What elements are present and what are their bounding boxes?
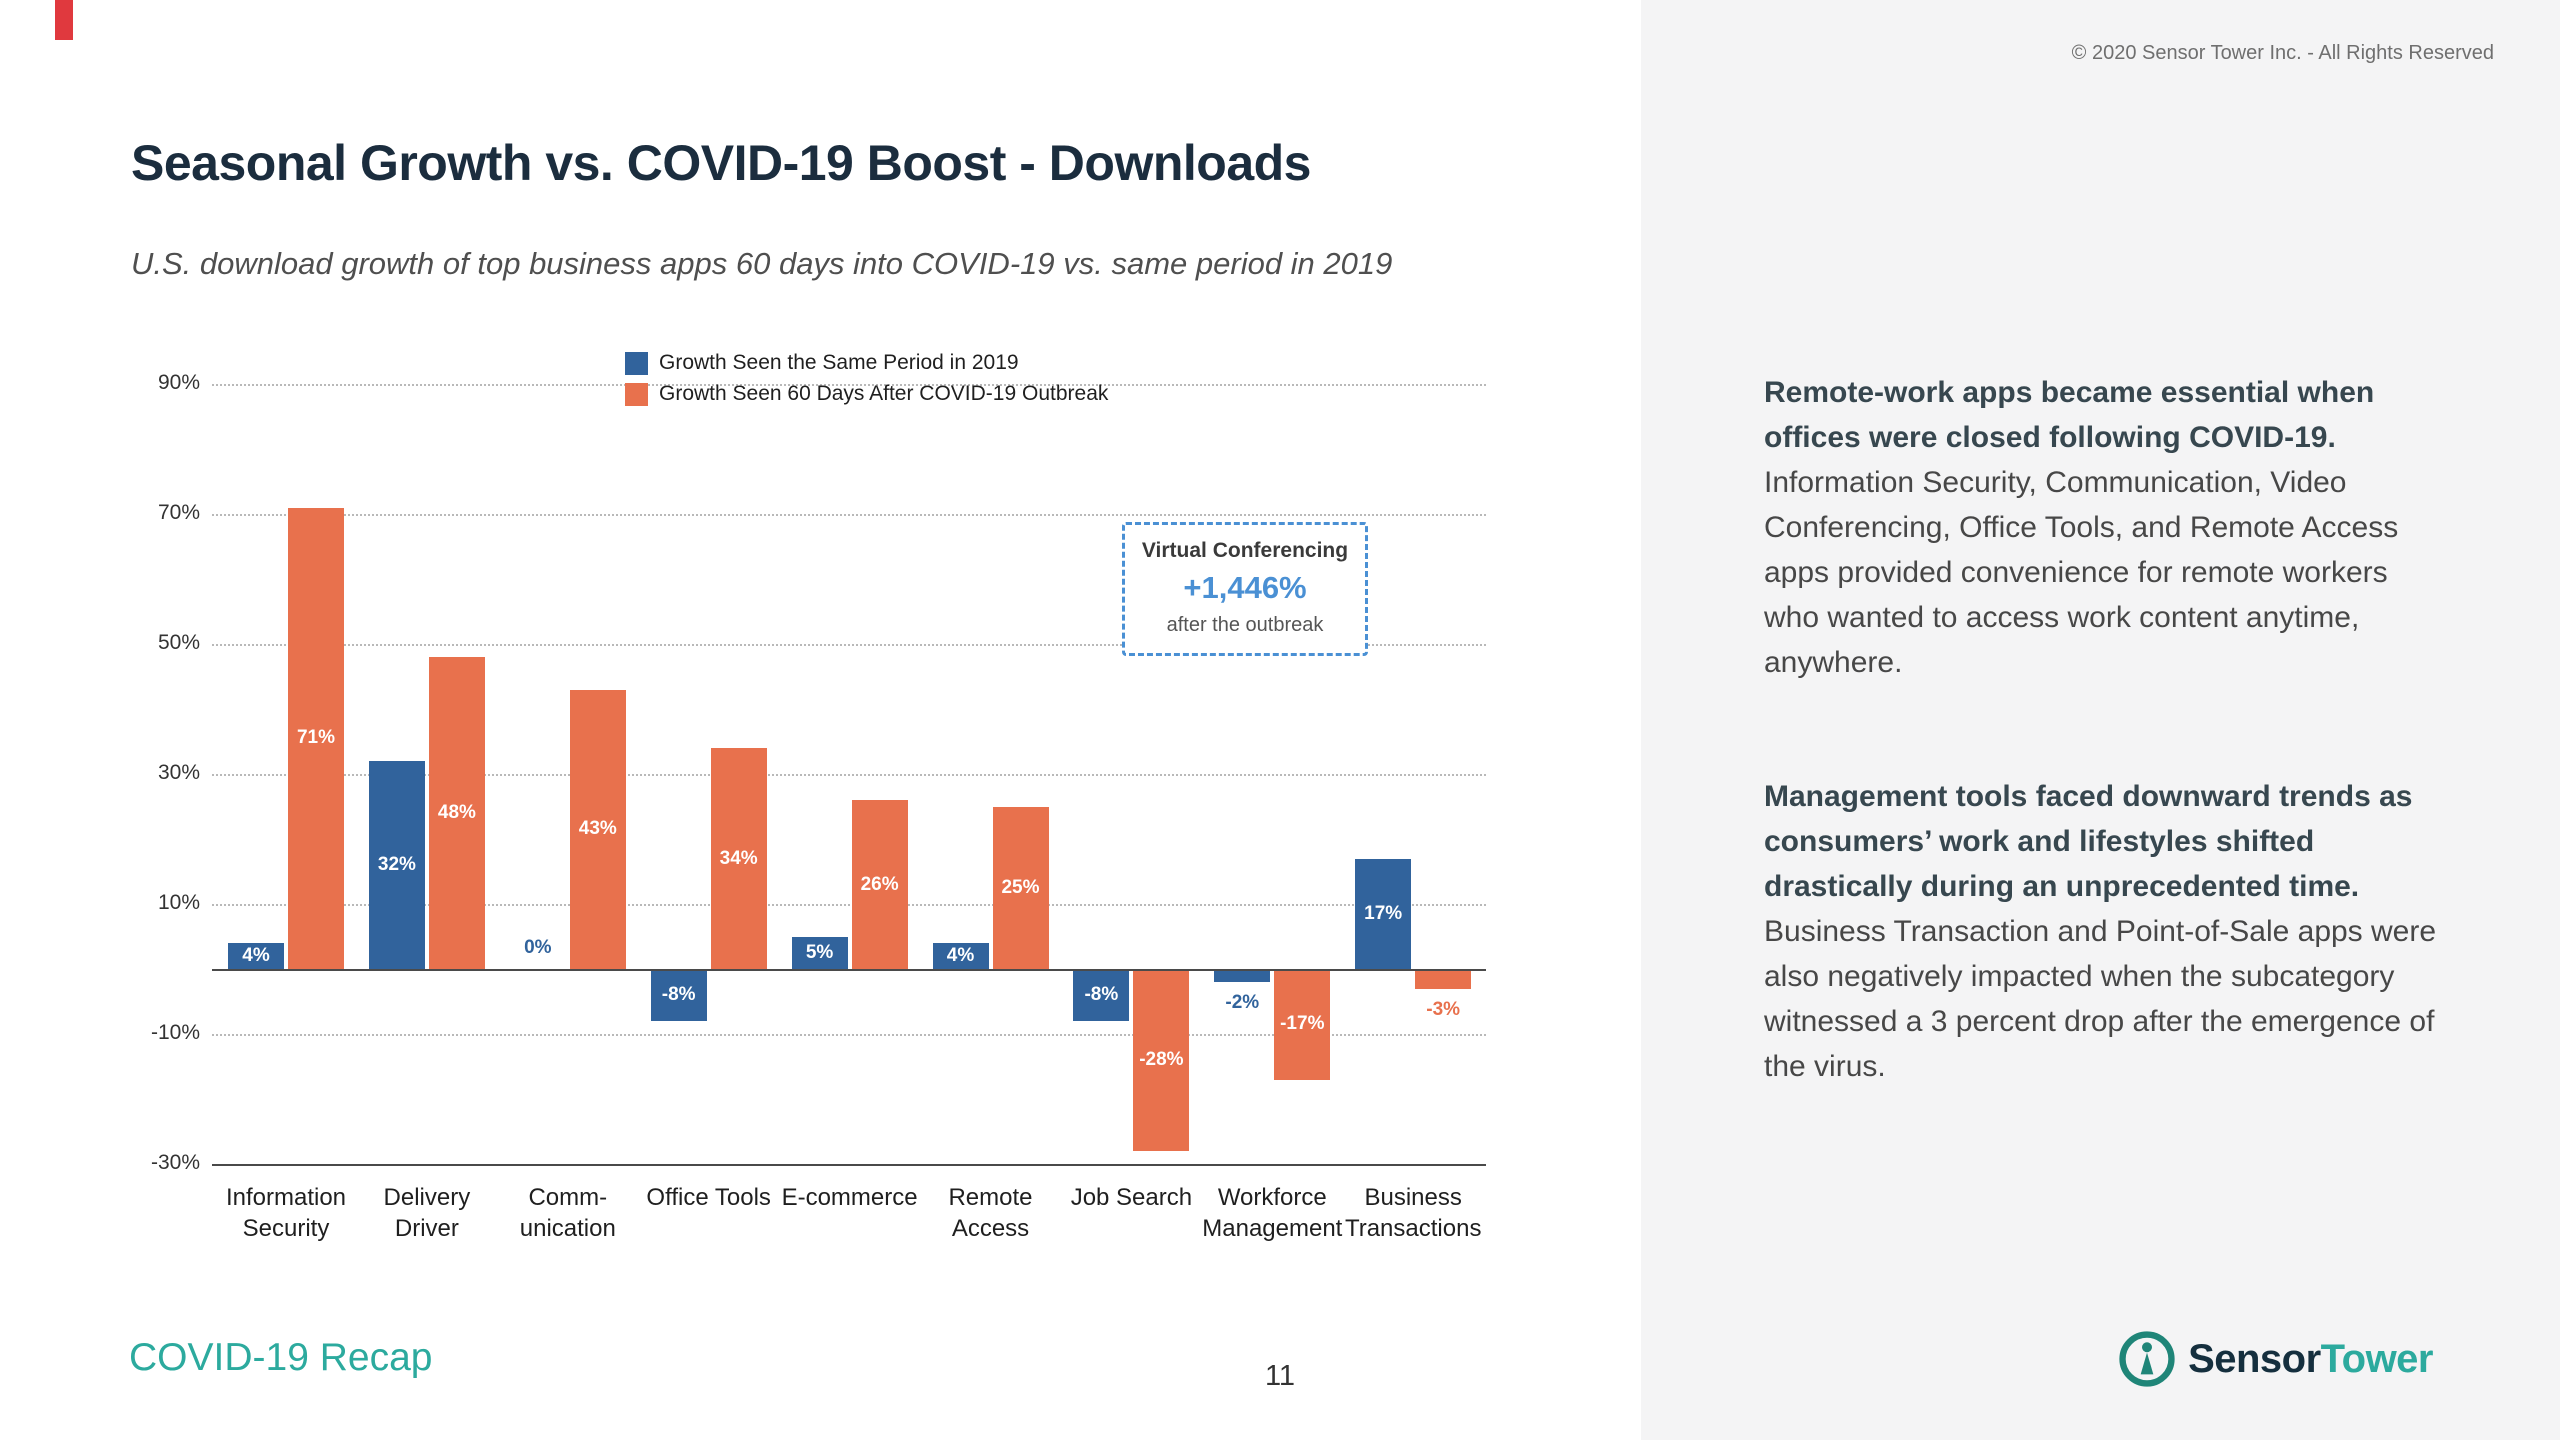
x-axis-category-label: Office Tools — [646, 1184, 771, 1211]
callout-value: +1,446% — [1183, 570, 1307, 605]
logo-text-tower: Tower — [2320, 1336, 2433, 1381]
sidebar-paragraph-1 — [1764, 370, 2440, 685]
legend-item-covid — [625, 382, 1108, 406]
bar-value-label: -8% — [1084, 984, 1119, 1005]
y-axis-tick-label: 10% — [157, 891, 200, 914]
y-axis-tick-label: 30% — [157, 761, 200, 784]
bar-value-label: 5% — [805, 941, 834, 963]
bar-value-label: 4% — [946, 945, 975, 966]
y-axis-tick-label: 50% — [157, 631, 200, 654]
y-axis-tick-label: 90% — [157, 371, 200, 394]
bar-value-label: 43% — [578, 818, 617, 840]
y-axis-tick-label: 70% — [157, 501, 200, 524]
x-axis-category-label: Comm- unication — [519, 1184, 616, 1242]
x-axis-baseline — [212, 1164, 1486, 1166]
logo-text-sensor: Sensor — [2188, 1336, 2321, 1381]
bar-value-label: 25% — [1001, 876, 1040, 898]
bar-value-label: -17% — [1280, 1013, 1325, 1035]
callout-title: Virtual Conferencing — [1141, 539, 1349, 562]
legend-swatch-covid — [625, 383, 648, 406]
bar-value-label: -3% — [1426, 998, 1461, 1020]
sensortower-logo — [2118, 1330, 2433, 1388]
x-axis-category-label: Workforce Management — [1202, 1184, 1343, 1242]
bar-value-label: -2% — [1225, 992, 1260, 1013]
x-axis-category-label: Business Transactions — [1344, 1184, 1482, 1242]
logo-wordmark — [2188, 1337, 2433, 1382]
paragraph-1-lead: Remote-work apps became essential when offices were closed following COVID-19. — [1764, 376, 2375, 454]
legend-item-2019 — [625, 351, 1108, 375]
bar-value-label: 17% — [1364, 902, 1403, 924]
footer-section-label: COVID-19 Recap — [129, 1336, 433, 1379]
legend-label-2019: Growth Seen the Same Period in 2019 — [659, 351, 1019, 374]
paragraph-1-body: Information Security, Communication, Video Conferencing, Office Tools, and Remote Access apps provided convenience for remote workers who wanted to access work content anytime, anywhere. — [1764, 466, 2399, 679]
x-axis-category-label: Job Search — [1070, 1184, 1193, 1211]
right-sidebar — [1641, 0, 2560, 1440]
virtual-conferencing-callout — [1122, 522, 1368, 656]
bar-value-label: 34% — [719, 847, 758, 869]
page-title: Seasonal Growth vs. COVID-19 Boost - Downloads — [131, 135, 1311, 191]
chart-bar — [1415, 969, 1471, 989]
bar-value-label: 71% — [296, 727, 336, 749]
zero-axis-line — [212, 969, 1486, 971]
x-axis-category-label: Remote Access — [948, 1184, 1033, 1242]
y-axis-tick-label: -10% — [150, 1021, 200, 1044]
gridline — [212, 514, 1486, 516]
legend-label-covid: Growth Seen 60 Days After COVID-19 Outbreak — [659, 382, 1109, 405]
chart-legend — [625, 351, 1108, 413]
bar-value-label: -28% — [1139, 1049, 1184, 1070]
sensortower-logo-icon — [2118, 1330, 2176, 1388]
page-number: 11 — [1264, 1360, 1296, 1392]
paragraph-2-body: Business Transaction and Point-of-Sale apps were also negatively impacted when the subcategory witnessed a 3 percent drop after the emergence of the virus. — [1764, 915, 2437, 1083]
page-subtitle: U.S. download growth of top business apps 60 days into COVID-19 vs. same period in 2019 — [131, 246, 1393, 281]
y-axis-tick-label: -30% — [150, 1151, 200, 1174]
x-axis-category-label: Delivery Driver — [383, 1184, 471, 1242]
bar-value-label: 32% — [377, 854, 416, 875]
bar-value-label: 48% — [437, 802, 476, 823]
bar-value-label: 4% — [242, 945, 270, 966]
bar-value-label: -8% — [661, 984, 696, 1005]
sidebar-paragraph-2 — [1764, 774, 2440, 1089]
bar-value-label: 0% — [524, 937, 552, 958]
bar-value-label: 26% — [860, 873, 899, 895]
legend-swatch-2019 — [625, 352, 648, 375]
callout-caption: after the outbreak — [1166, 614, 1324, 636]
x-axis-category-label: E-commerce — [781, 1184, 918, 1211]
copyright-text: © 2020 Sensor Tower Inc. - All Rights Reserved — [2071, 42, 2494, 64]
paragraph-2-lead: Management tools faced downward trends as consumers’ work and lifestyles shifted drastically during an unprecedented time. — [1764, 780, 2413, 903]
x-axis-category-label: Information Security — [225, 1184, 347, 1242]
